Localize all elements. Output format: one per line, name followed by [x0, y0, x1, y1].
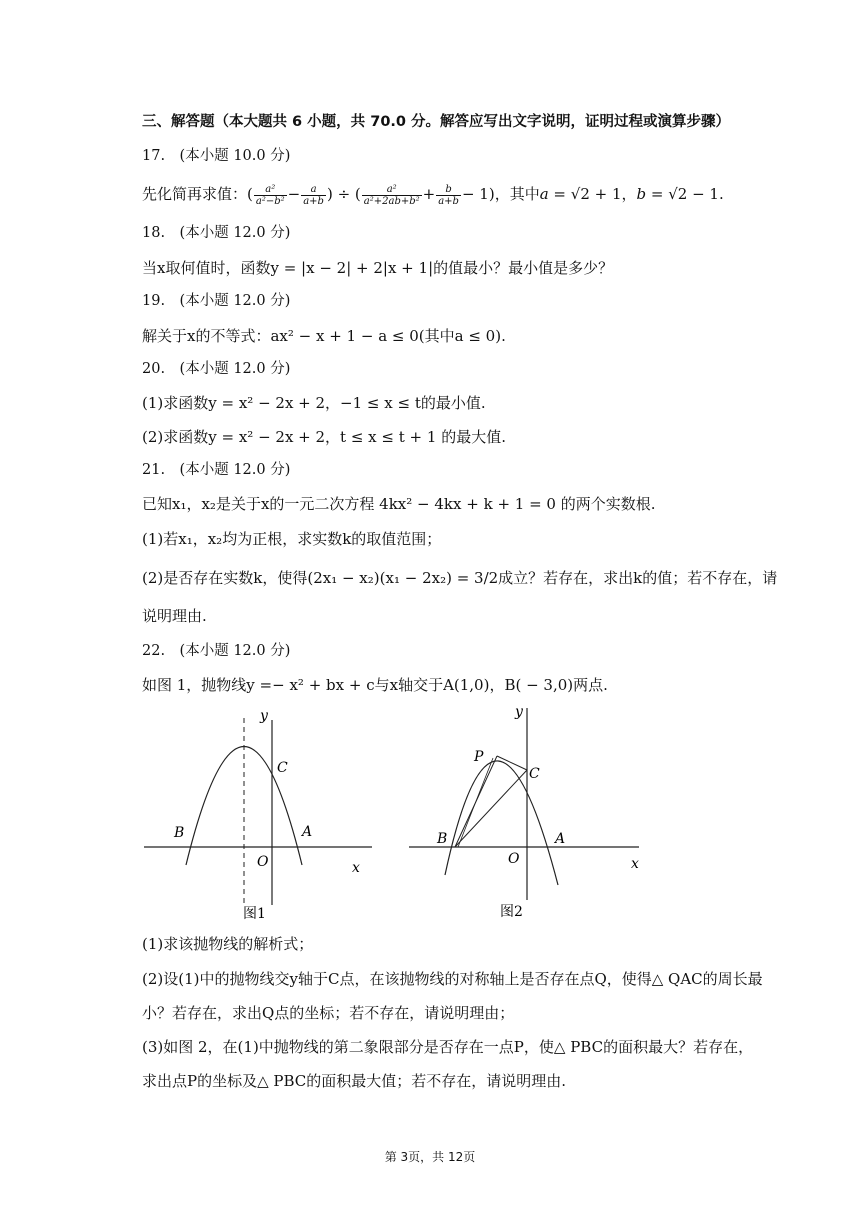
figure-1: [140, 700, 380, 930]
question-22-part3: (3)如图 2，在(1)中抛物线的第二象限部分是否存在一点P，使△ PBC的面积最大？若存在，: [142, 1038, 754, 1056]
question-17-head: 17. (本小题 10.0 分): [142, 148, 291, 164]
question-22-part3-cont: 求出点P的坐标及△ PBC的面积最大值；若不存在，请说明理由.: [142, 1072, 567, 1090]
question-17-text-rendered: 先化简再求值：( $\frac{\text{a²}}{\text{a²−b²}}$ − $\frac{a}{a+b}$ ) ÷ ( $\frac{\text{a²}}{\text{a²+2ab+b²}}$ + $\frac{b}{a+b}$ − 1)，其中a = √2 + 1，b = √2 − 1.: [142, 183, 724, 207]
question-22-head: 22. (本小题 12.0 分): [142, 643, 291, 659]
question-21-part1: (1)若x₁，x₂均为正根，求实数k的取值范围；: [142, 530, 442, 548]
fig1-label-a: A: [302, 824, 313, 840]
question-19-head: 19. (本小题 12.0 分): [142, 293, 291, 309]
question-18-text: 当x取何值时，函数y = |x − 2| + 2|x + 1|的值最小？最小值是多少？: [142, 259, 614, 277]
section-title: 三、解答题（本大题共 6 小题，共 70.0 分。解答应写出文字说明，证明过程或演算步骤）: [142, 114, 731, 130]
fig2-label-o: O: [508, 851, 520, 867]
fig2-parabola: [445, 761, 558, 885]
question-21-head: 21. (本小题 12.0 分): [142, 462, 291, 478]
question-20-head: 20. (本小题 12.0 分): [142, 361, 291, 377]
question-21-part2: (2)是否存在实数k，使得(2x₁ − x₂)(x₁ − 2x₂) = 3/2成立？若存在，求出k的值；若不存在，请: [142, 569, 778, 587]
question-22-part2: (2)设(1)中的抛物线交y轴于C点，在该抛物线的对称轴上是否存在点Q，使得△ QAC的周长最: [142, 970, 763, 988]
question-19-text: 解关于x的不等式：ax² − x + 1 − a ≤ 0(其中a ≤ 0).: [142, 327, 506, 345]
fig2-caption: 图2: [500, 904, 523, 920]
question-21-part2-cont: 说明理由.: [142, 607, 207, 625]
fig1-label-b: B: [174, 825, 185, 841]
fig1-label-y: y: [260, 708, 268, 724]
fig1-label-o: O: [257, 854, 269, 870]
fig2-label-b: B: [437, 831, 448, 847]
fig2-segment-bp-inner: [458, 758, 493, 847]
fig1-label-x: x: [352, 860, 360, 876]
fig2-label-a: A: [555, 831, 566, 847]
fig2-label-y: y: [515, 704, 523, 720]
fig2-segment-bc: [455, 770, 527, 847]
question-17-text: [142, 182, 724, 207]
question-22-intro: 如图 1，抛物线y =− x² + bx + c与x轴交于A(1,0)，B( − 3,0)两点.: [142, 676, 608, 694]
fig2-label-c: C: [529, 766, 540, 782]
question-21-intro: 已知x₁，x₂是关于x的一元二次方程 4kx² − 4kx + k + 1 = 0 的两个实数根.: [142, 495, 656, 513]
question-22-part1: (1)求该抛物线的解析式；: [142, 935, 314, 953]
question-20-part2: (2)求函数y = x² − 2x + 2，t ≤ x ≤ t + 1 的最大值.: [142, 428, 506, 446]
fig1-caption: 图1: [243, 906, 266, 922]
fig2-label-p: P: [474, 749, 484, 765]
question-18-head: 18. (本小题 12.0 分): [142, 225, 291, 241]
figure-2: [405, 700, 650, 930]
question-20-part1: (1)求函数y = x² − 2x + 2，−1 ≤ x ≤ t的最小值.: [142, 394, 486, 412]
fig2-segment-pc: [497, 756, 527, 770]
page-footer: 第 3页，共 12页: [384, 1150, 476, 1164]
question-22-part2-cont: 小？若存在，求出Q点的坐标；若不存在，请说明理由；: [142, 1004, 515, 1022]
fig1-label-c: C: [277, 760, 288, 776]
fig2-label-x: x: [631, 856, 639, 872]
